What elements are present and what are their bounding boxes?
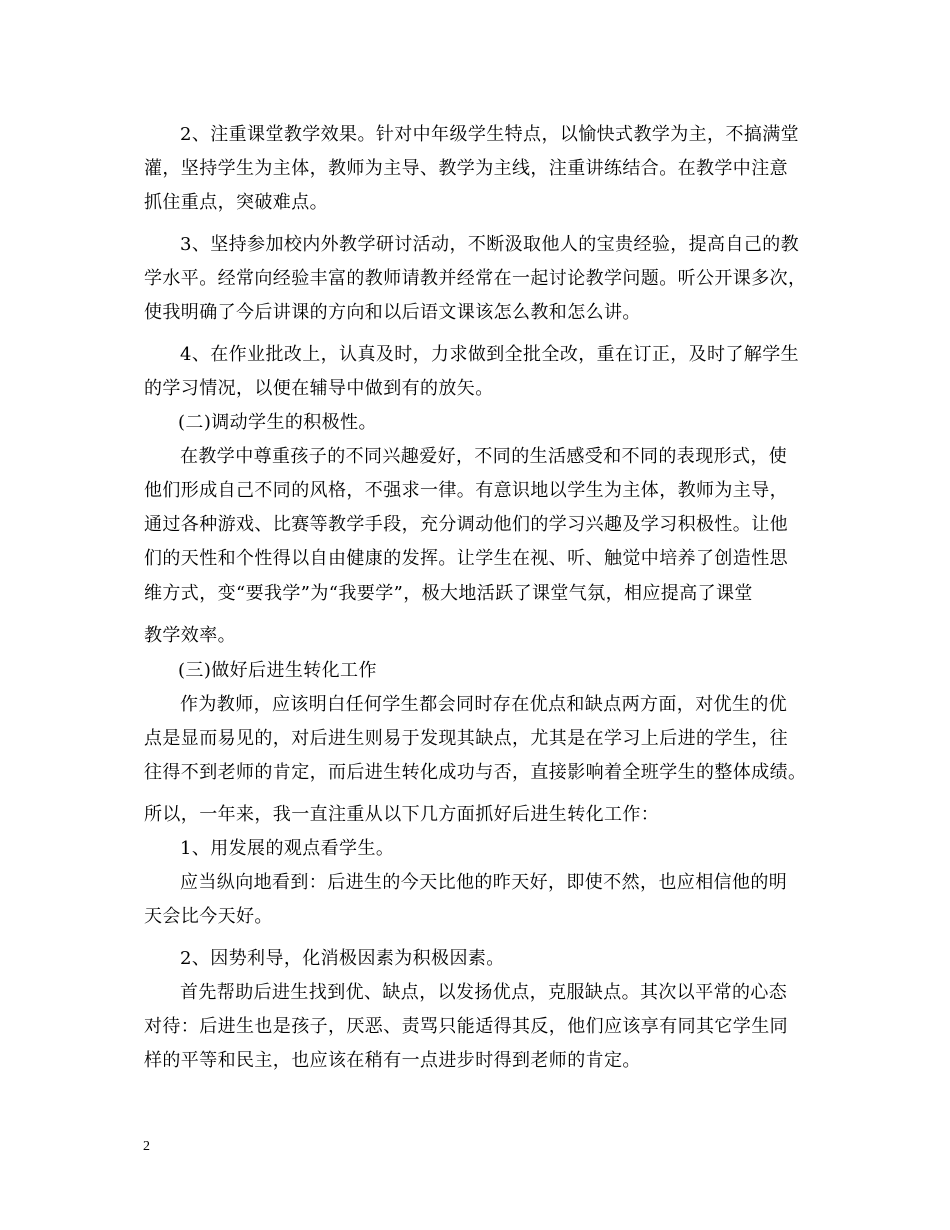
paragraph-line: 天会比今天好。 [144, 906, 273, 927]
paragraph-line: 灌，坚持学生为主体，教师为主导、教学为主线，注重讲练结合。在教学中注意 [144, 158, 788, 179]
paragraph-line: 通过各种游戏、比赛等教学手段，充分调动他们的学习兴趣及学习积极性。让他 [144, 514, 788, 535]
paragraph-line: 点是显而易见的，对后进生则易于发现其缺点，尤其是在学习上后进的学生，往 [144, 728, 788, 749]
paragraph-line: 学水平。经常向经验丰富的教师请教并经常在一起讨论教学问题。听公开课多次， [144, 268, 807, 289]
paragraph-line: 3、坚持参加校内外教学研讨活动，不断汲取他人的宝贵经验，提高自己的教 [180, 234, 800, 255]
paragraph-line: 维方式，变“要我学”为“我要学”，极大地活跃了课堂气氛，相应提高了课堂 [144, 583, 753, 604]
paragraph-line: 往得不到老师的肯定，而后进生转化成功与否，直接影响着全班学生的整体成绩。 [144, 762, 807, 783]
paragraph-line: 样的平等和民主，也应该在稍有一点进步时得到老师的肯定。 [144, 1050, 641, 1071]
section-heading: (三)做好后进生转化工作 [178, 660, 377, 681]
paragraph-line: 所以，一年来，我一直注重从以下几方面抓好后进生转化工作： [144, 804, 660, 825]
paragraph-line: 首先帮助后进生找到优、缺点，以发扬优点，克服缺点。其次以平常的心态 [180, 982, 788, 1003]
paragraph-line: 他们形成自己不同的风格，不强求一律。有意识地以学生为主体，教师为主导， [144, 480, 788, 501]
section-heading: (二)调动学生的积极性。 [178, 412, 377, 433]
paragraph-line: 的学习情况，以便在辅导中做到有的放矢。 [144, 378, 494, 399]
paragraph-line: 对待：后进生也是孩子，厌恶、责骂只能适得其反，他们应该享有同其它学生同 [144, 1016, 788, 1037]
paragraph-line: 使我明确了今后讲课的方向和以后语文课该怎么教和怎么讲。 [144, 302, 641, 323]
paragraph-line: 抓住重点，突破难点。 [144, 192, 328, 213]
paragraph-line: 4、在作业批改上，认真及时，力求做到全批全改，重在订正，及时了解学生 [180, 344, 800, 365]
paragraph-line: 应当纵向地看到：后进生的今天比他的昨天好，即使不然，也应相信他的明 [180, 872, 788, 893]
paragraph-line: 在教学中尊重孩子的不同兴趣爱好，不同的生活感受和不同的表现形式，使 [180, 446, 788, 467]
paragraph-line: 2、因势利导，化消极因素为积极因素。 [180, 948, 505, 969]
paragraph-line: 们的天性和个性得以自由健康的发挥。让学生在视、听、触觉中培养了创造性思 [144, 548, 788, 569]
paragraph-line: 作为教师，应该明白任何学生都会同时存在优点和缺点两方面，对优生的优 [180, 694, 788, 715]
page-number: 2 [143, 1139, 150, 1154]
paragraph-line: 1、用发展的观点看学生。 [180, 838, 395, 859]
paragraph-line: 教学效率。 [144, 625, 236, 646]
paragraph-line: 2、注重课堂教学效果。针对中年级学生特点，以愉快式教学为主，不搞满堂 [180, 124, 800, 145]
